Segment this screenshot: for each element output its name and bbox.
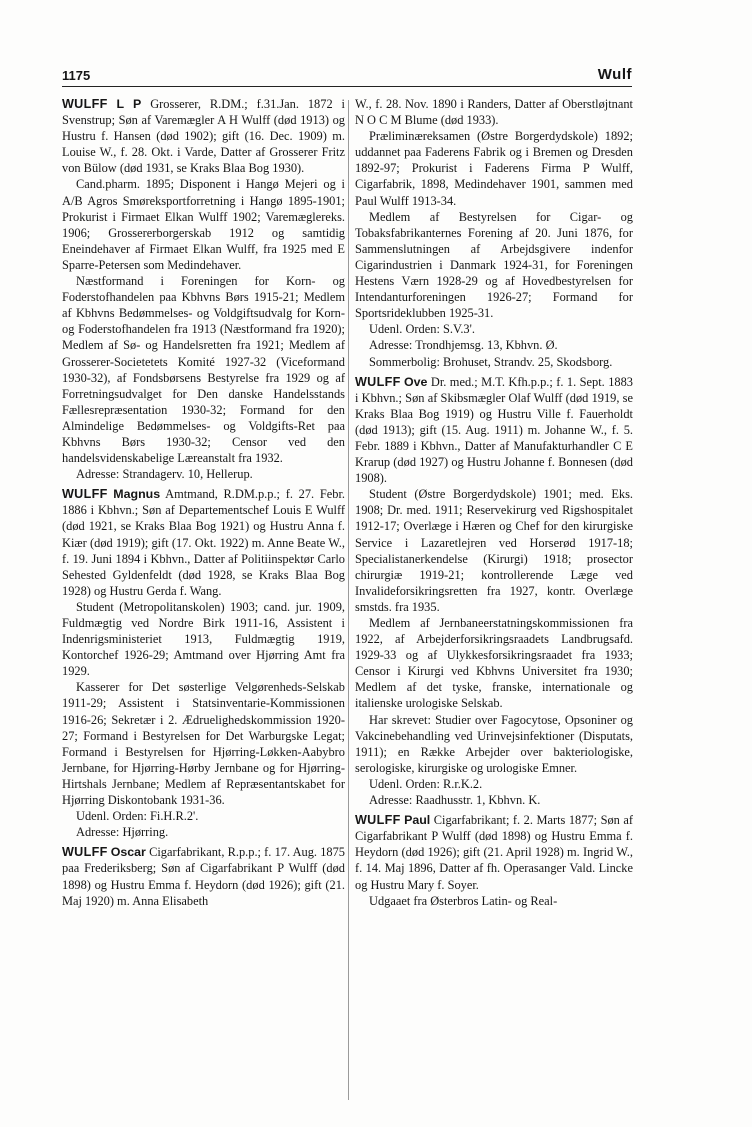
entry-biography: Amtmand, R.DM.p.p.; f. 27. Febr. 1886 i Kbhvn.; Søn af Departementschef Louis E Wulff (død 1921, se Kraks Blaa Bog 1921) og Hustru Anna f. Kiær (død 1919); gift (17. Okt. 1922) m. Anne Beate W., f. 19. Juni 1894 i Kbhvn., Datter af Politiinspektør Carlo Sehested Gyldenfeldt (død 1928, se Kraks Blaa Bog 1928) og Hustru Gerda f. Wang. bbox=[62, 487, 345, 598]
running-header bbox=[62, 64, 632, 87]
entry-given-name: Oscar bbox=[110, 845, 146, 860]
left-column bbox=[62, 96, 345, 909]
entry-publications: Har skrevet: Studier over Fagocytose, Opsoniner og Vakcinebehandling ved Urinvejsinfektioner (Disputats, 1911); en Række Arbejder over bakteriologiske, serologiske, kirurgiske og urologiske Emner. bbox=[355, 712, 633, 775]
entry-orders: Udenl. Orden: S.V.3'. bbox=[369, 322, 475, 337]
entry-paragraph: Cand.pharm. 1895; Disponent i Hangø Mejeri og i A/B Agros Smøreksportforretning i Hangø 1895-1901; Prokurist i Firmaet Elkan Wulff 1902; Varemæglereks. 1906; Grossererborgerskab 1912 og samtidig Eneindehaver af Firmaet Elkan Wulff, fra 1925 med E Sparre-Petersen som Medindehaver. bbox=[62, 177, 345, 272]
entry-given-name: Ove bbox=[404, 374, 428, 389]
entry-surname: WULFF bbox=[62, 487, 108, 502]
entry-wulff-l-p bbox=[62, 96, 345, 482]
entry-address: Adresse: Trondhjemsg. 13, Kbhvn. Ø. bbox=[369, 338, 558, 353]
entry-surname: WULFF bbox=[355, 374, 401, 389]
entry-heading bbox=[355, 812, 633, 892]
entry-biography: Cigarfabrikant, R.p.p.; f. 17. Aug. 1875 paa Frederiksberg; Søn af Cigarfabrikant P Wulff (død 1898) og Hustru Emma f. Heydorn (død 1926); gift (21. Maj 1920) m. Anna Elisabeth bbox=[62, 845, 345, 908]
entry-paragraph: Student (Østre Borgerdydskole) 1901; med. Eks. 1908; Dr. med. 1911; Reservekirurg ved Rigshospitalet 1912-17; Overlæge i Hæren og Chef for den kirurgiske Service i Lazaretlejren ved Horserød 1917-18; Specialistanerkendelse (Kirurgi) 1918; prosector chirurgiæ 1919-21; kontrollerende Læge ved Invalideforsikringsretten fra 1927, kontr. Overlæge smstds. fra 1935. bbox=[355, 487, 633, 614]
entry-wulff-magnus bbox=[62, 486, 345, 840]
entry-address: Adresse: Strandagerv. 10, Hellerup. bbox=[76, 467, 253, 482]
entry-paragraph: Student (Metropolitanskolen) 1903; cand. jur. 1909, Fuldmægtig ved Nordre Birk 1911-16, Assistent i Indenrigsministeriet 1913, Fuldmægtig 1919, Kontorchef 1926-29; Amtmand over Hjørring Amt fra 1929. bbox=[62, 599, 345, 679]
entry-paragraph: Medlem af Bestyrelsen for Cigar- og Tobaksfabrikanternes Forening af 20. Juni 1876, for Sammenslutningen af Arbejdsgivere indenfor Cigarindustrien i Danmark 1924-31, for Foreningen Hestens Værn 1928-29 og af Hovedbestyrelsen for Intendanturforeningen 1926-27; Formand for Sportsrideklubben 1925-31. bbox=[355, 209, 633, 321]
entry-paragraph: Præliminæreksamen (Østre Borgerdydskole) 1892; uddannet paa Faderens Fabrik og i Bremen og Dresden 1892-97; Prokurist i Faderens Firma P Wulff, Cigarfabrik, 1898, Medindehaver 1901, sammen med Paul Wulff 1913-34. bbox=[355, 129, 633, 208]
entry-wulff-paul bbox=[355, 812, 633, 909]
entry-address: Adresse: Raadhusstr. 1, Kbhvn. K. bbox=[369, 793, 541, 808]
entry-wulff-oscar-continued bbox=[355, 96, 633, 370]
entry-paragraph: Kasserer for Det søsterlige Velgørenheds-Selskab 1911-29; Assistent i Statsinventarie-Kommissionen 1916-26; Sekretær i 2. Ædruelighedskommission 1920-27; Formand i Bestyrelsen for Det Warburgske Legat; Formand i Bestyrelsen for Hjørring-Løkken-Aabybro Jernbane, for Hjørring-Hørby Jernbane og for Hjørring-Hirtshals Jernbane; Medlem af Repræsentantskabet for Hjørring Diskontobank 1931-36. bbox=[62, 680, 345, 808]
entry-paragraph: Udgaaet fra Østerbros Latin- og Real- bbox=[369, 893, 558, 908]
entry-address: Adresse: Hjørring. bbox=[76, 825, 169, 840]
entry-heading bbox=[62, 96, 345, 176]
entry-biography: Dr. med.; M.T. Kfh.p.p.; f. 1. Sept. 1883 i Kbhvn.; Søn af Skibsmægler Olaf Wulff (død 1919, se Kraks Blaa Bog 1919) og Hustru Ville f. Fauerholdt (død 1913); gift (15. Aug. 1911) m. Johanne W., f. 5. Febr. 1889 i Kbhvn., Datter af Manufakturhandler C E Krarup (død 1927) og Hustru Johanne f. Bonnesen (død 1908). bbox=[355, 374, 633, 486]
entry-surname: WULFF bbox=[62, 845, 108, 860]
entry-given-name: Magnus bbox=[113, 487, 161, 502]
column-divider bbox=[348, 100, 349, 1100]
entry-continuation: W., f. 28. Nov. 1890 i Randers, Datter af Oberstløjtnant N O C M Blume (død 1933). bbox=[355, 97, 633, 128]
entry-given-name: L P bbox=[116, 97, 142, 111]
entry-surname: WULFF bbox=[62, 97, 108, 111]
entry-given-name: Paul bbox=[404, 813, 431, 828]
running-title: Wulf bbox=[597, 66, 632, 83]
entry-orders: Udenl. Orden: R.r.K.2. bbox=[369, 776, 483, 791]
entry-summer-residence: Sommerbolig: Brohuset, Strandv. 25, Skodsborg. bbox=[369, 354, 613, 369]
entry-wulff-ove bbox=[355, 374, 633, 809]
page-number: 1175 bbox=[62, 68, 91, 83]
entry-paragraph: Medlem af Jernbaneerstatningskommissionen fra 1922, af Arbejderforsikringsraadets Landbrugsafd. 1929-33 og af Ulykkesforsikringsraadet fra 1933; Censor i Kirurgi ved Kbhvns Universitet fra 1930; Medlem af det tyske, franske, internationale og italienske urologiske Selskab. bbox=[355, 616, 633, 711]
right-column bbox=[355, 96, 633, 909]
entry-paragraph: Næstformand i Foreningen for Korn- og Foderstofhandelen paa Kbhvns Børs 1915-21; Medlem af Kbhvns Bedømmelses- og Voldgiftsudvalg for Korn- og Foderstofhandelen fra 1913 (Næstformand fra 1920); Medlem af Sø- og Handelsretten fra 1921; Medlem af Grosserer-Societetets Komité 1927-32 (Viceformand 1930-32), af Fondsbørsens Bestyrelse fra 1929 og af Forretningsudvalget for Den danske Handelsstands Fællesrepræsentation 1930-32; Formand for den Almindelige Bedømmelses- og Voldgifts-Ret paa Kbhvns Børs 1930-32; Censor ved den handelsvidenskabelige Læreanstalt fra 1932. bbox=[62, 274, 345, 466]
entry-wulff-oscar bbox=[62, 844, 345, 908]
entry-surname: WULFF bbox=[355, 813, 401, 828]
entry-biography: Cigarfabrikant; f. 2. Marts 1877; Søn af Cigarfabrikant P Wulff (død 1898) og Hustru Emma f. Heydorn (død 1926); gift (21. April 1928) m. Ingrid W., f. 14. Maj 1896, Datter af fh. Operasanger Vald. Lincke og Hustru Mary f. Soyer. bbox=[355, 813, 633, 892]
entry-heading bbox=[62, 486, 345, 599]
entry-biography: Grosserer, R.DM.; f.31.Jan. 1872 i Svenstrup; Søn af Varemægler A H Wulff (død 1913) og Hustru f. Hansen (død 1902); gift (16. Dec. 1909) m. Louise W., f. 28. Okt. i Varde, Datter af Grosserer Fritz von Bülow (død 1931, se Kraks Blaa Bog 1930). bbox=[62, 97, 345, 176]
entry-heading bbox=[62, 844, 345, 908]
entry-heading bbox=[355, 374, 633, 487]
entry-orders: Udenl. Orden: Fi.H.R.2'. bbox=[76, 809, 199, 824]
